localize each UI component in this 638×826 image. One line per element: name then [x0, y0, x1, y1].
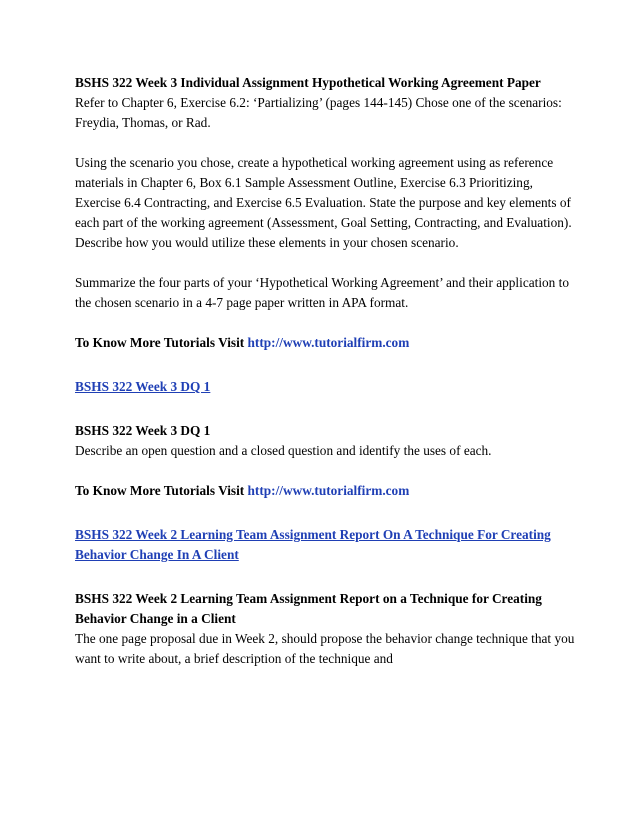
week2-assignment-link[interactable]: BSHS 322 Week 2 Learning Team Assignment Report On A Technique For Creating Behavior Change In A Client	[75, 527, 551, 562]
document-page	[75, 73, 575, 669]
assignment-title: BSHS 322 Week 3 Individual Assignment Hypothetical Working Agreement Paper	[75, 75, 541, 90]
week2-assignment-description: The one page proposal due in Week 2, should propose the behavior change technique that you want to write about, a brief description of the technique and	[75, 631, 575, 666]
assignment-paragraph: Using the scenario you chose, create a hypothetical working agreement using as reference materials in Chapter 6, Box 6.1 Sample Assessment Outline, Exercise 6.3 Prioritizing, Exercise 6.4 Contracting, and Exercise 6.5 Evaluation. State the purpose and key elements of each part of the working agreement (Assessment, Goal Setting, Contracting, and Evaluation). Describe how you would utilize these elements in your chosen scenario.	[75, 155, 572, 250]
tutorial-site-link[interactable]: http://www.tutorialfirm.com	[247, 335, 410, 350]
week2-assignment-title: BSHS 322 Week 2 Learning Team Assignment Report on a Technique for Creating Behavior Change in a Client	[75, 591, 542, 626]
promo-label: To Know More Tutorials Visit	[75, 483, 248, 498]
dq1-link[interactable]: BSHS 322 Week 3 DQ 1	[75, 379, 211, 394]
dq1-description: Describe an open question and a closed question and identify the uses of each.	[75, 443, 492, 458]
promo-label: To Know More Tutorials Visit	[75, 335, 248, 350]
assignment-summary: Summarize the four parts of your ‘Hypothetical Working Agreement’ and their application to the chosen scenario in a 4-7 page paper written in APA format.	[75, 275, 569, 310]
promo-line	[75, 333, 575, 353]
dq1-title: BSHS 322 Week 3 DQ 1	[75, 423, 211, 438]
assignment-instructions: Refer to Chapter 6, Exercise 6.2: ‘Partializing’ (pages 144-145) Chose one of the scenarios: Freydia, Thomas, or Rad.	[75, 95, 562, 130]
tutorial-site-link[interactable]: http://www.tutorialfirm.com	[247, 483, 410, 498]
promo-line	[75, 481, 575, 501]
